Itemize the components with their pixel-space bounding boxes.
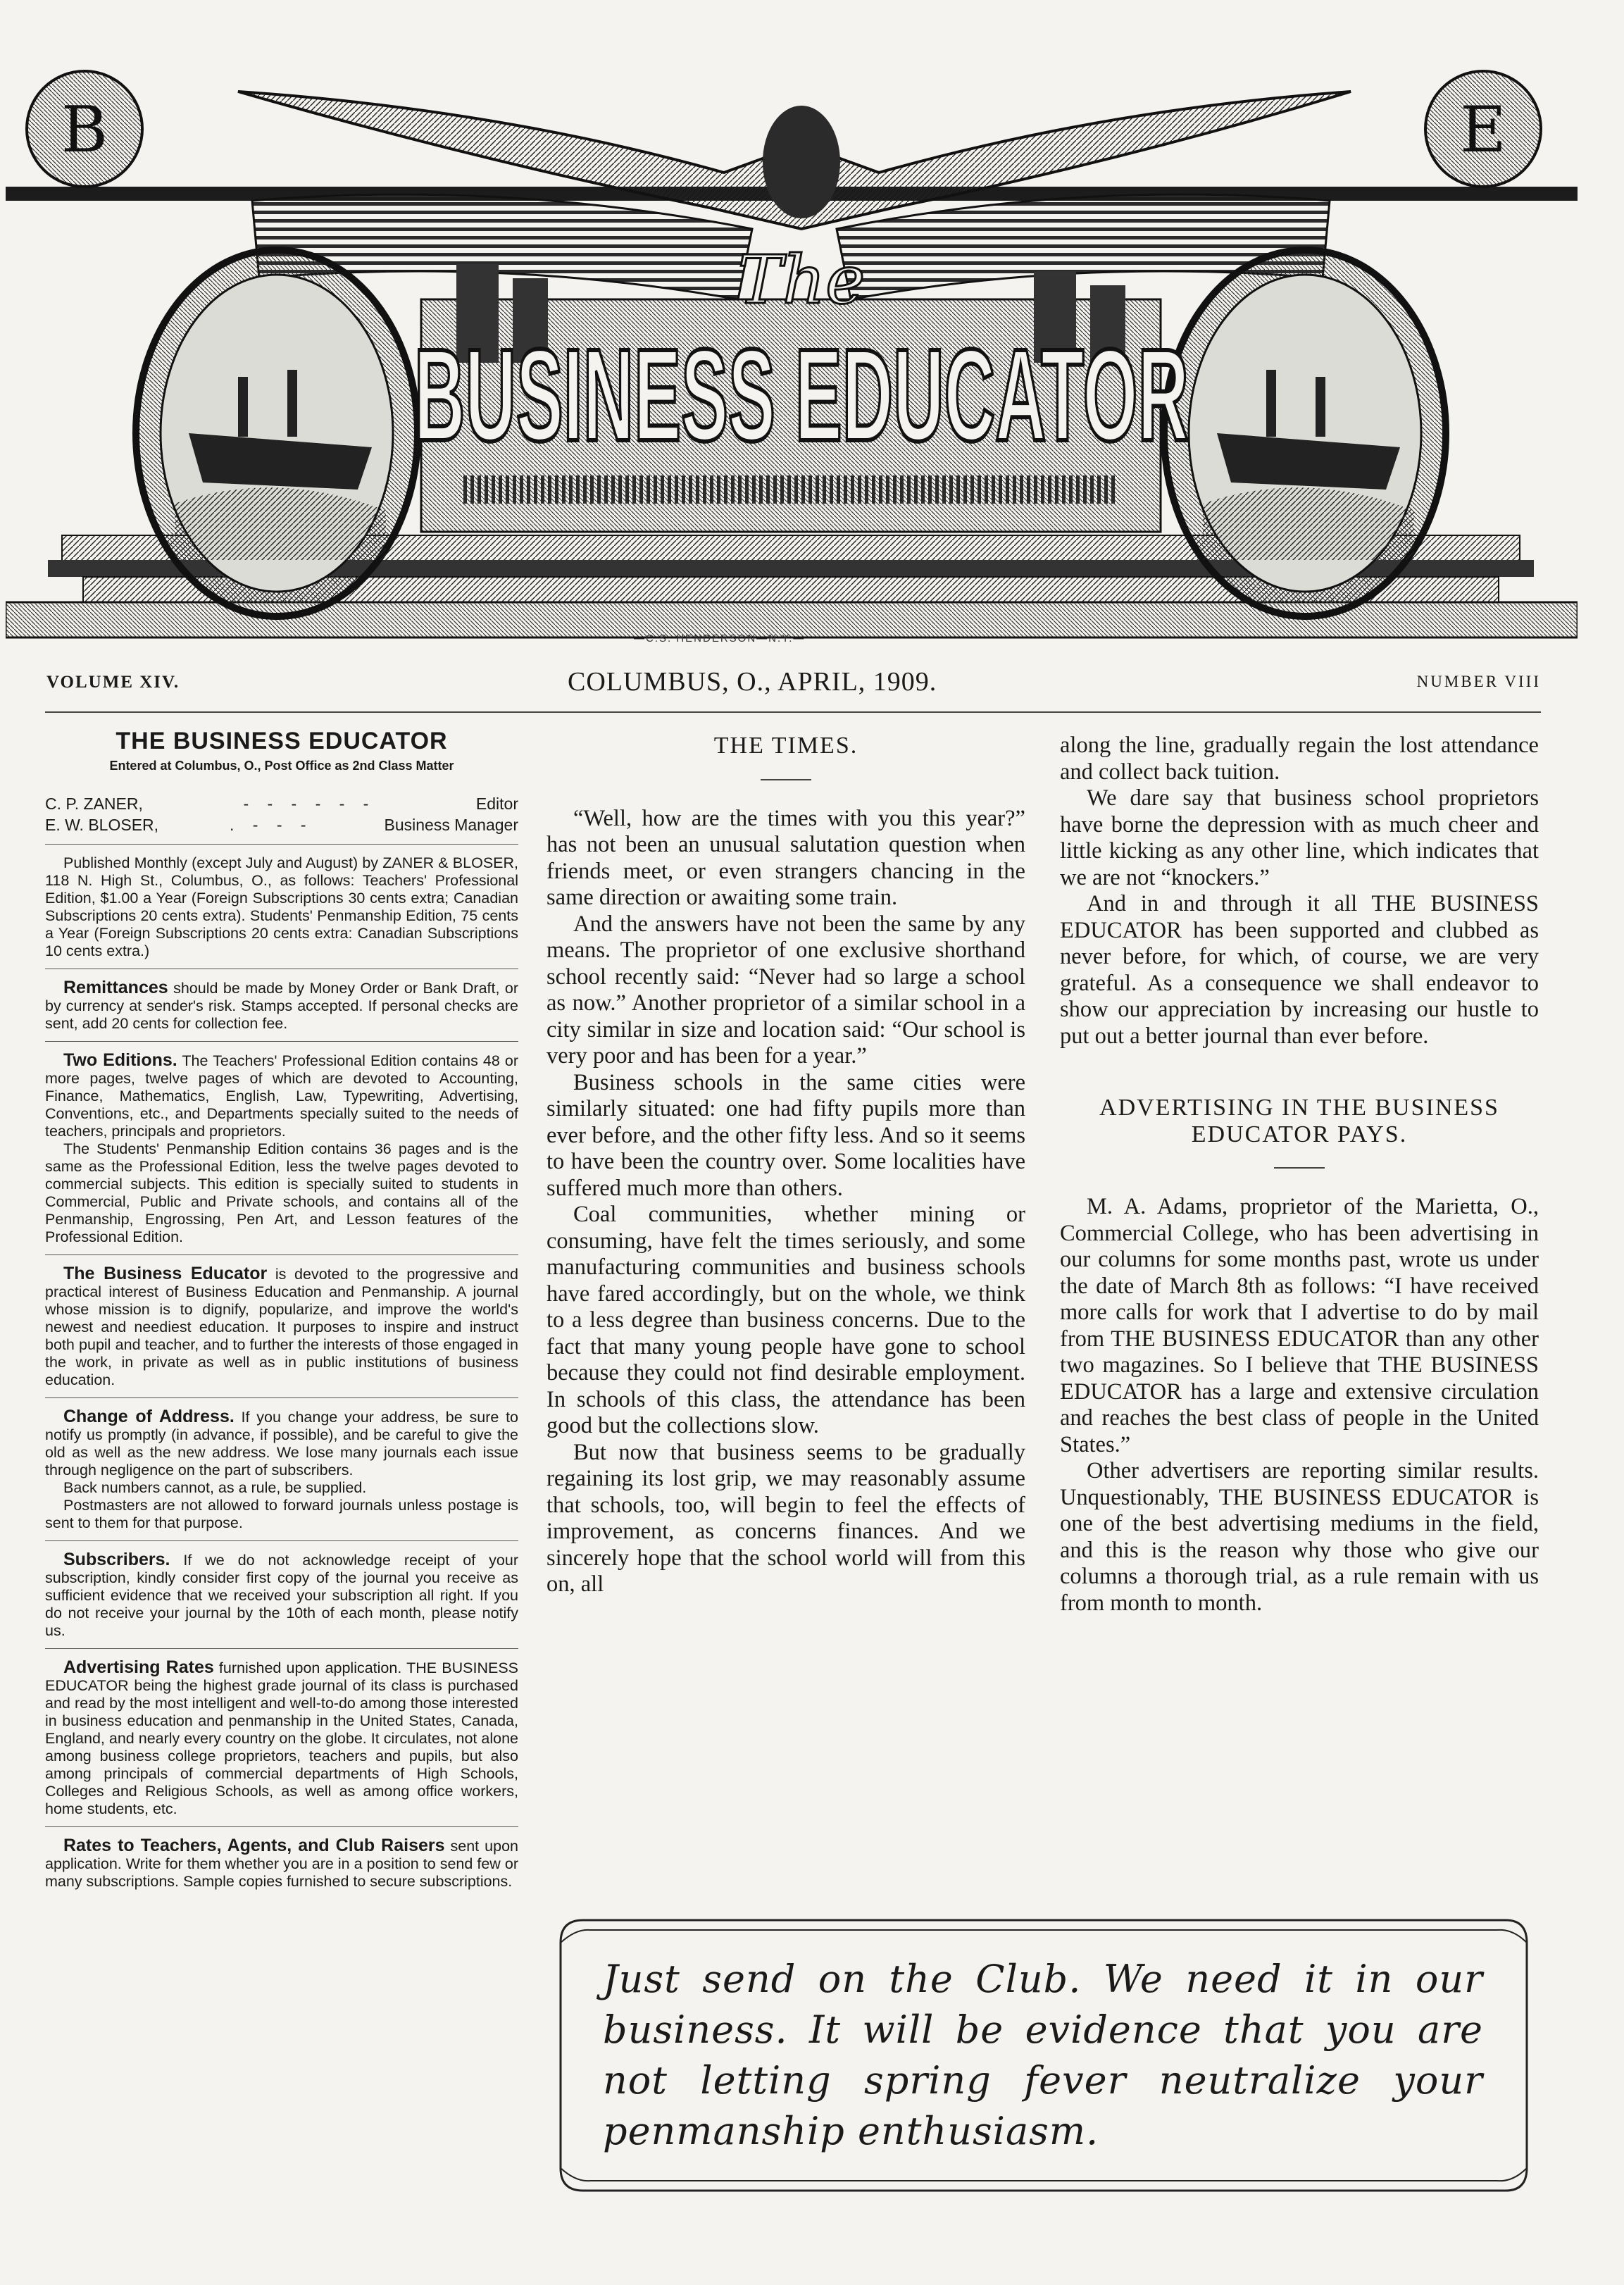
engraver-credit: —C.S. HENDERSON—N.Y.— bbox=[634, 633, 806, 645]
publication-terms: Published Monthly (except July and August) by ZANER & BLOSER, 118 N. High St., Columbus, O., as follows: Teachers' Professional Edition, $1.00 a Year (Foreign Subscriptions 30 cents extra; Canadian Subscriptions 20 cents extra). Students' Penmanship Edition, 75 cents a Year (Foreign Subscriptions 20 cents extra: Canadian Subscriptions 10 cents extra.) bbox=[45, 854, 518, 959]
club-notice-text: Just send on the Club. We need it in our business. It will be evidence that you are not letting spring fever neutralize your penmanship enthusiasm. bbox=[603, 1957, 1483, 2153]
masthead-info-column bbox=[45, 728, 518, 1891]
divider bbox=[45, 1648, 518, 1649]
notice-lead: Remittances bbox=[63, 978, 168, 997]
article-paragraph: And the answers have not been the same by any means. The proprietor of one exclusive shorthand school recently said: “Never had so large a school as now.” Another proprietor of a similar school in a city similar in size and location said: “Our school is very poor and has been for a year.” bbox=[546, 911, 1025, 1069]
staff-role: Editor bbox=[475, 795, 518, 813]
notice-subscribers bbox=[45, 1551, 518, 1640]
divider bbox=[45, 1826, 518, 1827]
notice-club-rates bbox=[45, 1837, 518, 1891]
article-paragraph: M. A. Adams, proprietor of the Marietta, O., Commercial College, who has been advertising in our columns for some months past, wrote us under the date of March 8th as follows: “I have received more calls for work that I advertise to do by mail from THE BUSINESS EDUCATOR than any other two magazines. So I believe that THE BUSINESS EDUCATOR has a large and extensive circulation and reaches the best class of people in the United States.” bbox=[1060, 1194, 1539, 1457]
masthead-illustration bbox=[6, 67, 1578, 641]
dateline-rule bbox=[45, 711, 1541, 713]
postal-entry-note: Entered at Columbus, O., Post Office as 2nd Class Matter bbox=[109, 759, 454, 773]
issue-date: COLUMBUS, O., APRIL, 1909. bbox=[568, 667, 937, 697]
notice-two-editions bbox=[45, 1052, 518, 1140]
staff-row-editor bbox=[45, 793, 518, 814]
divider bbox=[45, 1254, 518, 1255]
advertising-heading-line1: ADVERTISING IN THE BUSINESS bbox=[1099, 1095, 1499, 1121]
notice-back-numbers: Back numbers cannot, as a rule, be supplied. bbox=[63, 1479, 367, 1496]
divider bbox=[45, 1041, 518, 1042]
masthead-title: BUSINESS EDUCATOR bbox=[414, 323, 1189, 468]
notice-text: If you change your address, be sure to notify us promptly (in advance, if possible), and be careful to give the old as well as the new address. We lose many journals each issue through negligence on the part of subscribers. bbox=[45, 1409, 518, 1478]
heading-rule bbox=[761, 779, 811, 780]
notice-lead: Two Editions. bbox=[63, 1050, 177, 1070]
right-globe-letter: E bbox=[1460, 93, 1506, 167]
masthead-engraving bbox=[6, 67, 1578, 641]
notice-text: should be made by Money Order or Bank Draft, or by currency at sender's risk. Stamps accepted. If personal checks are sent, add 20 cents for collection fee. bbox=[45, 980, 518, 1032]
heading-rule bbox=[1274, 1167, 1325, 1169]
divider bbox=[45, 1540, 518, 1541]
divider bbox=[45, 1397, 518, 1398]
notice-text: furnished upon application. THE BUSINESS EDUCATOR being the highest grade journal of its class is purchased and read by the most intelligent and well-to-do among those interested in business education and penmanship in the United States, Canada, England, and nearly every country on the globe. It circulates, not alone among business college proprietors, teachers and pupils, but also among principals of commercial departments of High Schools, Colleges and Religious Schools, as well as among office workers, home students, etc. bbox=[45, 1660, 518, 1817]
article-paragraph: But now that business seems to be gradually regaining its lost grip, we may reasonably assume that schools, too, will begin to feel the effects of improvement, as concerns finances. And we sincerely hope that the school world will from this on, all bbox=[546, 1439, 1025, 1597]
article-paragraph: And in and through it all THE BUSINESS EDUCATOR has been supported and clubbed as never before, for which, of course, we are very grateful. As a consequence we shall endeavor to show our appreciation by increasing our hustle to put out a better journal than ever before. bbox=[1060, 891, 1539, 1049]
issue-number: NUMBER VIII bbox=[1416, 673, 1541, 690]
article-continuation: along the line, gradually regain the lost attendance and collect back tuition. bbox=[1060, 733, 1539, 785]
article-paragraph: “Well, how are the times with you this year?” has not been an unusual salutation question when friends meet, or even strangers chancing in the same direction or awaiting some train. bbox=[546, 805, 1025, 910]
notice-lead: Change of Address. bbox=[63, 1407, 235, 1426]
notice-text: If we do not acknowledge receipt of your subscription, kindly consider first copy of the journal you receive as sufficient evidence that we received your subscription all right. If you do not receive your journal by the 10th of each month, please notify us. bbox=[45, 1552, 518, 1639]
column1-heading: THE BUSINESS EDUCATOR bbox=[115, 728, 448, 754]
volume-label: VOLUME XIV. bbox=[46, 673, 180, 692]
notice-students-edition: The Students' Penmanship Edition contains 36 pages and is the same as the Professional Edition, less the twelve pages devoted to commercial subjects. This edition is specially suited to students in Commercial, Public and Private schools, and contains all of the Penmanship, Engrossing, Pen Art, and Lesson features of the Professional Edition. bbox=[45, 1140, 518, 1245]
notice-text: is devoted to the progressive and practical interest of Business Education and Penmanship. A journal whose mission is to dignify, popularize, and improve the world's newest and neediest education. It purposes to inspire and instruct both pupil and teacher, and to further the interests of those engaged in the work, in private as well as in public institutions of business education. bbox=[45, 1266, 518, 1388]
club-notice-box bbox=[555, 1914, 1532, 2196]
staff-row-manager bbox=[45, 814, 518, 835]
article-paragraph: Business schools in the same cities were similarly situated: one had fifty pupils more than ever before, and the other fifty less. And so it seems to have been the country over. Some localities have suffered much more than others. bbox=[546, 1069, 1025, 1201]
notice-lead: Advertising Rates bbox=[63, 1657, 214, 1677]
notice-mission bbox=[45, 1265, 518, 1389]
article-paragraph: Coal communities, whether mining or consuming, have felt the times seriously, and some manufacturing communities and business schools have fared accordingly, but on the whole, we think to a less degree than business concerns. Due to the fact that many young people have gone to school because they could not find desirable employment. In schools of this class, the attendance has been good but the collections slow. bbox=[546, 1202, 1025, 1438]
article-heading: THE TIMES. bbox=[713, 733, 858, 759]
staff-leader: . - - - bbox=[230, 816, 313, 834]
notice-text: The Teachers' Professional Edition contains 48 or more pages, twelve pages of which are devoted to Accounting, Finance, Mathematics, English, Law, Typewriting, Advertising, Conventions, etc., and Departments specially suited to the needs of teachers, principals and proprietors. bbox=[45, 1052, 518, 1140]
notice-lead: The Business Educator bbox=[63, 1264, 268, 1283]
notice-change-of-address bbox=[45, 1408, 518, 1479]
article-paragraph: We dare say that business school proprietors have borne the depression with as much cheer and little kicking as any other line, which indicates that we are not “knockers.” bbox=[1060, 785, 1539, 890]
notice-advertising-rates bbox=[45, 1659, 518, 1818]
left-globe-letter: B bbox=[61, 93, 108, 167]
article-the-times bbox=[546, 733, 1025, 1598]
article-paragraph: Other advertisers are reporting similar results. Unquestionably, THE BUSINESS EDUCATOR is one of the best advertising mediums in the field, and this is the reason why those who give our columns a thorough trial, as a rule remain with us from month to month. bbox=[1060, 1458, 1539, 1616]
notice-lead: Subscribers. bbox=[63, 1550, 170, 1569]
title-script: The bbox=[737, 242, 866, 319]
article-continuation-column bbox=[1060, 733, 1539, 1617]
divider bbox=[45, 844, 518, 845]
advertising-heading-line2: EDUCATOR PAYS. bbox=[1191, 1121, 1408, 1147]
notice-remittances bbox=[45, 979, 518, 1033]
staff-name: E. W. BLOSER, bbox=[45, 816, 159, 834]
staff-role: Business Manager bbox=[384, 816, 518, 834]
notice-text: sent upon application. Write for them whether you are in a position to send few or many subscriptions. Sample copies furnished to secure subscriptions. bbox=[45, 1838, 518, 1890]
notice-lead: Rates to Teachers, Agents, and Club Raisers bbox=[63, 1836, 445, 1855]
staff-leader: - - - - - - bbox=[243, 795, 376, 813]
notice-postmasters: Postmasters are not allowed to forward journals unless postage is sent to them for that purpose. bbox=[45, 1497, 518, 1531]
staff-name: C. P. ZANER, bbox=[45, 795, 143, 813]
